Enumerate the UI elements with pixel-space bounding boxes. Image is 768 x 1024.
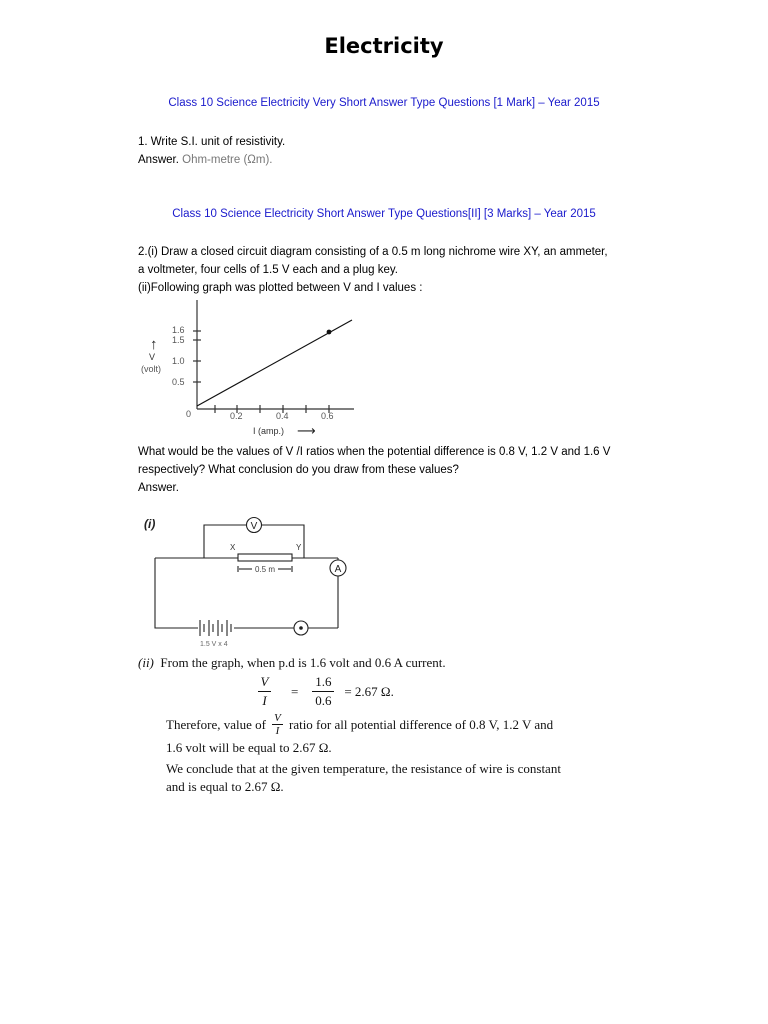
fraction-numerator: V bbox=[260, 674, 269, 689]
solution-line-2 bbox=[166, 712, 553, 737]
voltmeter-symbol: V bbox=[250, 521, 258, 532]
ratio-result: = 2.67 Ω. bbox=[344, 683, 394, 699]
solution-text: Therefore, value of bbox=[166, 716, 266, 732]
answer-text: Ohm-metre (Ωm). bbox=[182, 154, 273, 166]
part-ii-label: (ii) bbox=[138, 655, 154, 670]
x-tick-label: 0.2 bbox=[230, 411, 243, 421]
v-over-i-inline-fraction bbox=[272, 712, 283, 737]
cells-label: 1.5 V x 4 bbox=[200, 641, 228, 648]
x-tick-label: 0.6 bbox=[321, 411, 334, 421]
solution-line-4: We conclude that at the given temperature, the resistance of wire is constant bbox=[166, 761, 561, 776]
question-2-after-line-2: respectively? What conclusion do you draw from these values? bbox=[138, 464, 459, 476]
point-x-label: X bbox=[230, 543, 236, 552]
fraction-numerator: V bbox=[274, 712, 281, 724]
solution-text: From the graph, when p.d is 1.6 volt and 0.6 A current. bbox=[160, 655, 446, 670]
ammeter-icon bbox=[330, 560, 346, 576]
circuit-diagram bbox=[138, 510, 368, 650]
vi-graph bbox=[138, 296, 368, 441]
voltmeter-icon bbox=[247, 518, 262, 533]
part-i-label: (i) bbox=[144, 517, 156, 531]
wire-length-label: 0.5 m bbox=[254, 565, 276, 574]
fraction-denominator: I bbox=[262, 693, 267, 708]
y-tick-label: 1.0 bbox=[172, 356, 185, 366]
answer-label: Answer. bbox=[138, 154, 179, 166]
answer-2-label: Answer. bbox=[138, 482, 179, 494]
fraction-denominator: I bbox=[275, 725, 280, 737]
question-2-line-2: a voltmeter, four cells of 1.5 V each and a plug key. bbox=[138, 264, 398, 276]
answer-1 bbox=[138, 151, 273, 169]
question-2-line-1: 2.(i) Draw a closed circuit diagram consisting of a 0.5 m long nichrome wire XY, an ammeter, bbox=[138, 246, 608, 258]
solution-text: ratio for all potential difference of 0.8 V, 1.2 V and bbox=[288, 716, 554, 732]
y-tick-label: 1.5 bbox=[172, 335, 185, 345]
solution-line-5: and is equal to 2.67 Ω. bbox=[166, 779, 284, 794]
y-label: V bbox=[149, 352, 156, 362]
y-tick-label: 0.5 bbox=[172, 377, 185, 387]
point-y-label: Y bbox=[296, 543, 302, 552]
nichrome-wire bbox=[238, 554, 292, 561]
solution-line-1 bbox=[138, 655, 446, 671]
x-label: I (amp.) bbox=[253, 426, 285, 436]
y-arrow: ↑ bbox=[150, 336, 158, 353]
ammeter-symbol: A bbox=[334, 564, 342, 575]
ratio-equation bbox=[258, 674, 394, 709]
section-heading-short-answer: Class 10 Science Electricity Short Answer Type Questions[II] [3 Marks] – Year 2015 bbox=[172, 208, 596, 220]
section-heading-very-short: Class 10 Science Electricity Very Short Answer Type Questions [1 Mark] – Year 2015 bbox=[168, 97, 600, 109]
solution-line-3: 1.6 volt will be equal to 2.67 Ω. bbox=[166, 740, 332, 755]
question-2-after-line-1: What would be the values of V /I ratios when the potential difference is 0.8 V, 1.2 V and 1.6 V bbox=[138, 446, 611, 458]
page-title: Electricity bbox=[324, 34, 444, 58]
y-tick-label: 1.6 bbox=[172, 325, 185, 335]
y-unit: (volt) bbox=[141, 364, 161, 374]
question-1: 1. Write S.I. unit of resistivity. bbox=[138, 136, 286, 148]
x-arrow: ⟶ bbox=[297, 423, 316, 438]
fraction-numerator: 1.6 bbox=[315, 674, 332, 689]
data-point bbox=[327, 330, 332, 335]
value-fraction bbox=[312, 674, 334, 709]
equals-sign: = bbox=[291, 683, 299, 699]
plug-key-icon bbox=[294, 621, 308, 635]
origin-label: 0 bbox=[186, 409, 192, 419]
fraction-denominator: 0.6 bbox=[315, 693, 332, 708]
x-tick-label: 0.4 bbox=[276, 411, 289, 421]
v-over-i-fraction bbox=[258, 674, 271, 709]
question-2-line-3: (ii)Following graph was plotted between V and I values : bbox=[138, 282, 423, 294]
